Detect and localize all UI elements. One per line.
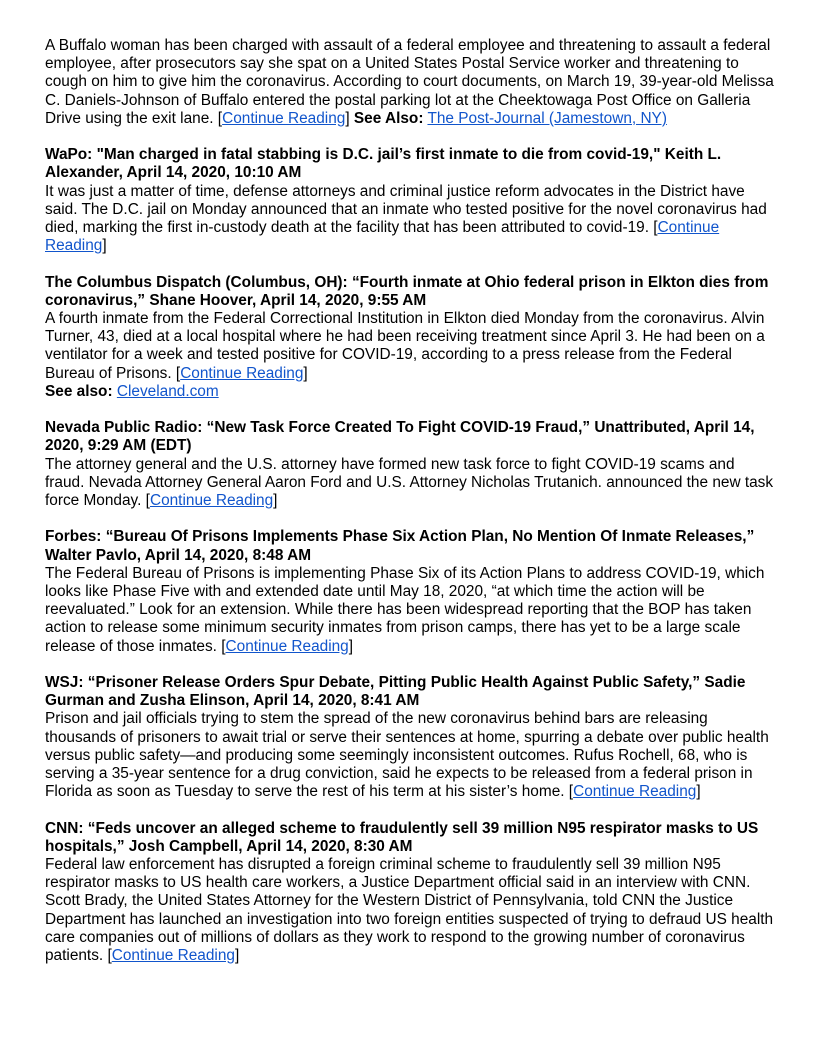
entry-headline: The Columbus Dispatch (Columbus, OH): “Fourth inmate at Ohio federal prison in Elkton dies from coronavirus,” Shane Hoover, April 14, 2020, 9:55 AM <box>45 273 769 309</box>
see-also-label: See also: <box>45 382 113 400</box>
continue-reading-link[interactable]: Continue Reading <box>45 219 720 255</box>
continue-reading-link[interactable]: Continue Reading <box>180 364 304 382</box>
news-entry <box>45 146 775 255</box>
entry-headline: CNN: “Feds uncover an alleged scheme to fraudulently sell 39 million N95 respirator masks to US hospitals,” Josh Campbell, April 14, 2020, 8:30 AM <box>45 819 759 855</box>
entry-summary: The attorney general and the U.S. attorney have formed new task force to fight COVID-19 scams and fraud. Nevada Attorney General Aaron Ford and U.S. Attorney Nicholas Trutanich. announced the new task force Monday. <box>45 455 774 510</box>
see-also-line <box>45 383 775 401</box>
news-entry <box>45 37 775 128</box>
see-also-link[interactable]: The Post-Journal (Jamestown, NY) <box>427 109 667 127</box>
entry-body: The attorney general and the U.S. attorney have formed new task force to fight COVID-19 scams and fraud. Nevada Attorney General Aaron Ford and U.S. Attorney Nicholas Trutanich. announced the new task force Monday. [Continue Reading] <box>45 455 774 510</box>
entry-summary: Prison and jail officials trying to stem the spread of the new coronavirus behind bars are releasing thousands of prisoners to await trial or serve their sentences at home, spurring a debate over public health versus public safety—and producing some seemingly inconsistent outcomes. Rufus Rochell, 68, who is serving a 35-year sentence for a drug conviction, said he expects to be released from a federal prison in Florida as soon as Tuesday to serve the rest of his term at his sister’s home. <box>45 710 769 801</box>
entry-body: Prison and jail officials trying to stem the spread of the new coronavirus behind bars are releasing thousands of prisoners to await trial or serve their sentences at home, spurring a debate over public health versus public safety—and producing some seemingly inconsistent outcomes. Rufus Rochell, 68, who is serving a 35-year sentence for a drug conviction, said he expects to be released from a federal prison in Florida as soon as Tuesday to serve the rest of his term at his sister’s home. [Continue Reading] <box>45 710 769 801</box>
continue-reading-link[interactable]: Continue Reading <box>222 109 346 127</box>
entry-summary: The Federal Bureau of Prisons is implementing Phase Six of its Action Plans to address COVID-19, which looks like Phase Five with and extended date until May 18, 2020, “at which time the action will be reevaluated.” Look for an extension. While there has been widespread reporting that the BOP has taken action to release some minimum security inmates from prison camps, there has yet to be a large scale release of those inmates. <box>45 564 765 655</box>
see-also-label: See Also: <box>353 109 424 127</box>
news-entry <box>45 528 775 655</box>
entry-body: It was just a matter of time, defense attorneys and criminal justice reform advocates in the District have said. The D.C. jail on Monday announced that an inmate who tested positive for the novel coronavirus had died, marking the first in-custody death at the facility that has been attributed to covid-19. [Continue Reading] <box>45 182 767 255</box>
entry-summary: A fourth inmate from the Federal Correctional Institution in Elkton died Monday from the coronavirus. Alvin Turner, 43, died at a local hospital where he had been receiving treatment since April 3. He had been on a ventilator for a week and tested positive for COVID-19, according to a press release from the Federal Bureau of Prisons. <box>45 310 765 382</box>
news-entry <box>45 674 775 801</box>
continue-reading-link[interactable]: Continue Reading <box>111 947 235 965</box>
continue-reading-link[interactable]: Continue Reading <box>149 492 274 510</box>
entry-headline: Nevada Public Radio: “New Task Force Created To Fight COVID-19 Fraud,” Unattributed, April 14, 2020, 9:29 AM (EDT) <box>45 419 755 455</box>
continue-reading-link[interactable]: Continue Reading <box>573 783 697 801</box>
news-entry <box>45 419 775 510</box>
news-entry <box>45 820 775 966</box>
entry-body: A Buffalo woman has been charged with assault of a federal employee and threatening to assault a federal employee, after prosecutors say she spat on a United States Postal Service worker and threatening to cough on him to give him the coronavirus. According to court documents, on March 19, 39-year-old Melissa C. Daniels-Johnson of Buffalo entered the postal parking lot at the Cheektowaga Post Office on Galleria Drive using the exit lane. [Continue Reading] See Also: The Post-Journal (Jamestown, NY) <box>45 37 774 127</box>
entry-headline: Forbes: “Bureau Of Prisons Implements Phase Six Action Plan, No Mention Of Inmate Releases,” Walter Pavlo, April 14, 2020, 8:48 AM <box>45 528 755 564</box>
entry-summary: Federal law enforcement has disrupted a foreign criminal scheme to fraudulently sell 39 million N95 respirator masks to US health care workers, a Justice Department official said in an interview with CNN. Scott Brady, the United States Attorney for the Western District of Pennsylvania, told CNN the Justice Department has launched an investigation into two foreign entities suspected of trying to defraud US health care companies out of millions of dollars as they work to respond to the growing number of coronavirus patients. <box>45 856 774 965</box>
document-page <box>45 37 775 983</box>
entry-body: Federal law enforcement has disrupted a foreign criminal scheme to fraudulently sell 39 million N95 respirator masks to US health care workers, a Justice Department official said in an interview with CNN. Scott Brady, the United States Attorney for the Western District of Pennsylvania, told CNN the Justice Department has launched an investigation into two foreign entities suspected of trying to defraud US health care companies out of millions of dollars as they work to respond to the growing number of coronavirus patients. [Continue Reading] <box>45 856 774 965</box>
entry-summary: It was just a matter of time, defense attorneys and criminal justice reform advocates in the District have said. The D.C. jail on Monday announced that an inmate who tested positive for the novel coronavirus had died, marking the first in-custody death at the facility that has been attributed to covid-19. <box>45 182 767 237</box>
entry-headline: WSJ: “Prisoner Release Orders Spur Debate, Pitting Public Health Against Public Safety,” Sadie Gurman and Zusha Elinson, April 14, 2020, 8:41 AM <box>45 674 746 710</box>
entry-summary: A Buffalo woman has been charged with assault of a federal employee and threatening to assault a federal employee, after prosecutors say she spat on a United States Postal Service worker and threatening to cough on him to give him the coronavirus. According to court documents, on March 19, 39-year-old Melissa C. Daniels-Johnson of Buffalo entered the postal parking lot at the Cheektowaga Post Office on Galleria Drive using the exit lane. <box>45 37 774 127</box>
entry-body: A fourth inmate from the Federal Correctional Institution in Elkton died Monday from the coronavirus. Alvin Turner, 43, died at a local hospital where he had been receiving treatment since April 3. He had been on a ventilator for a week and tested positive for COVID-19, according to a press release from the Federal Bureau of Prisons. [Continue Reading] <box>45 310 765 382</box>
entry-headline: WaPo: "Man charged in fatal stabbing is D.C. jail’s first inmate to die from covid-19," Keith L. Alexander, April 14, 2020, 10:10 AM <box>45 146 722 182</box>
entry-body: The Federal Bureau of Prisons is implementing Phase Six of its Action Plans to address COVID-19, which looks like Phase Five with and extended date until May 18, 2020, “at which time the action will be reevaluated.” Look for an extension. While there has been widespread reporting that the BOP has taken action to release some minimum security inmates from prison camps, there has yet to be a large scale release of those inmates. [Continue Reading] <box>45 564 765 655</box>
see-also-link[interactable]: Cleveland.com <box>116 382 219 400</box>
news-entry <box>45 274 775 401</box>
continue-reading-link[interactable]: Continue Reading <box>225 637 349 655</box>
